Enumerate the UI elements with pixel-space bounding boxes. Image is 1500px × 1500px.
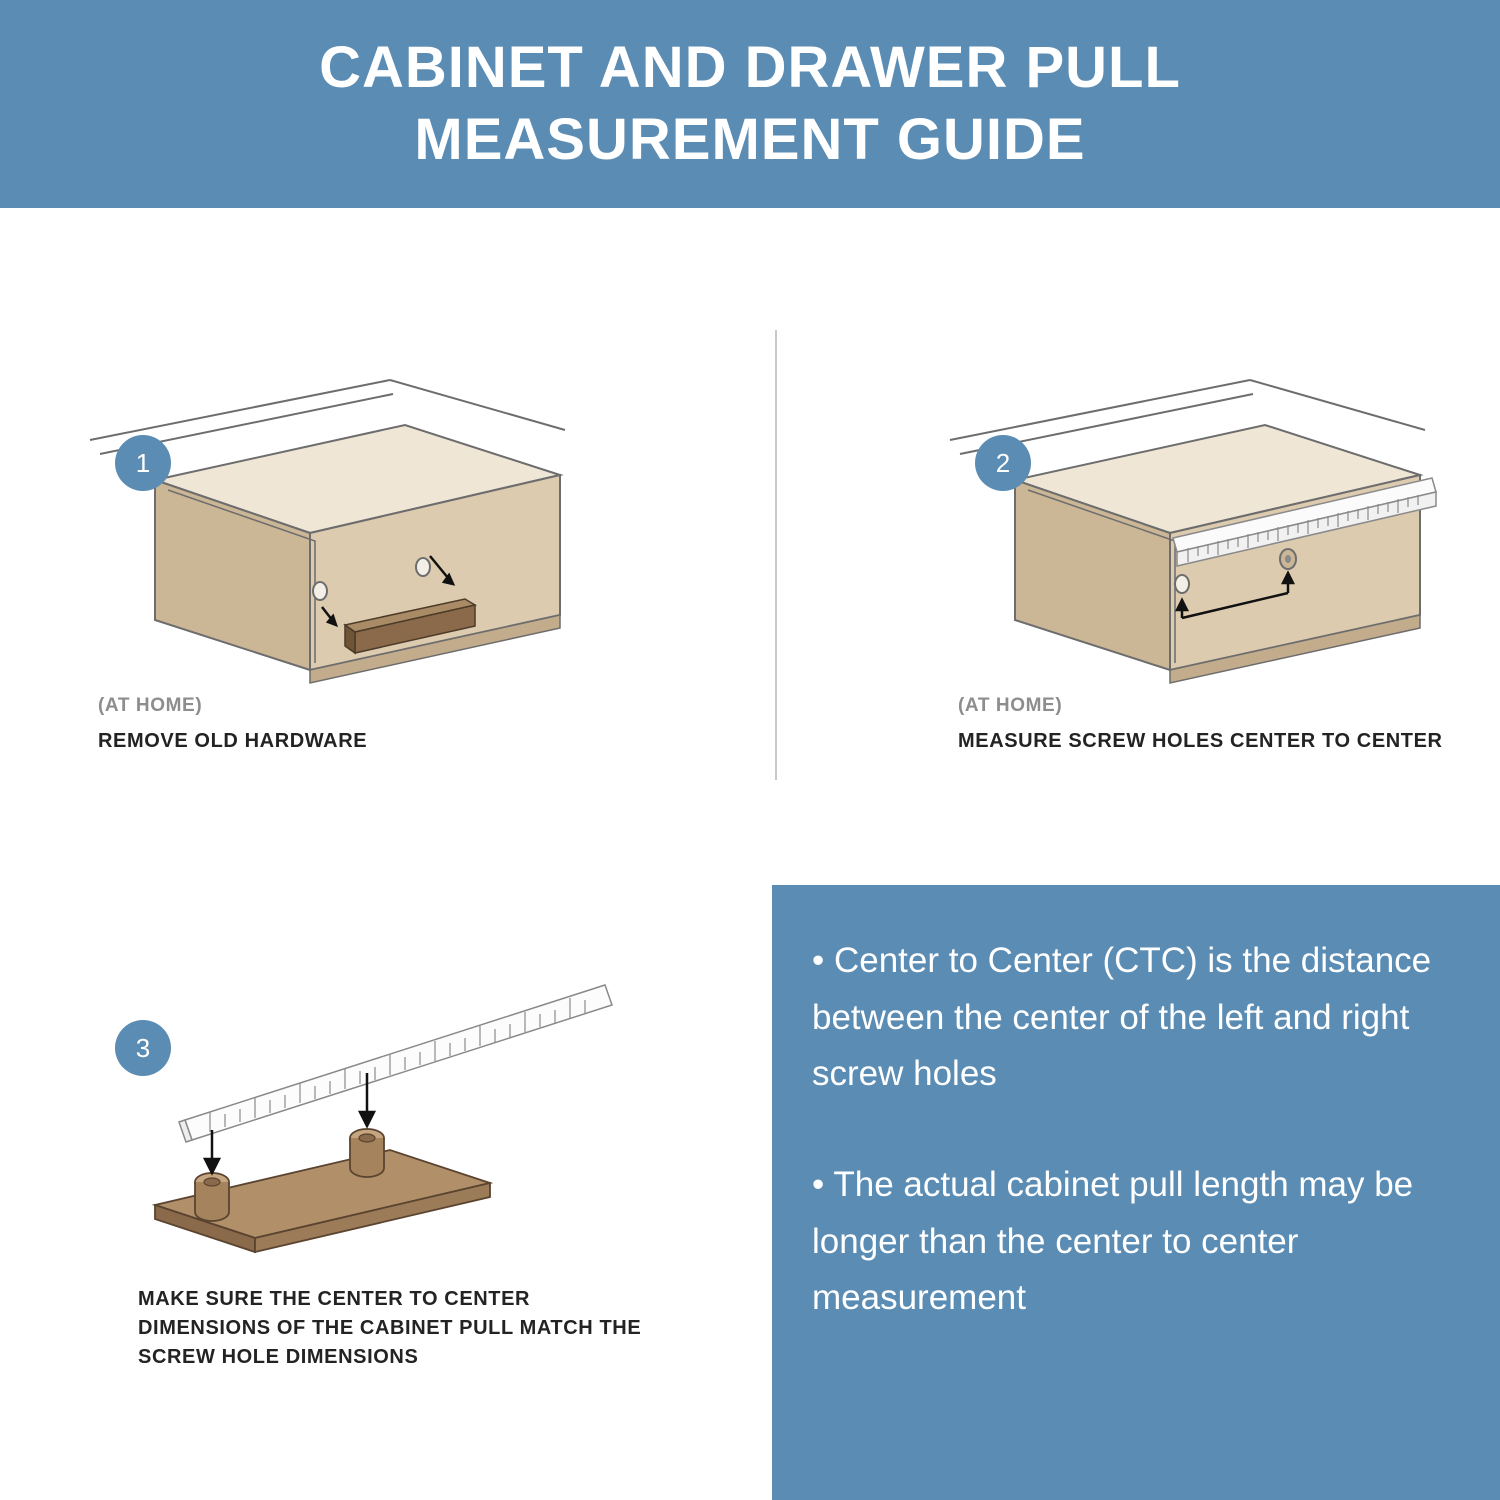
step-1-caption: REMOVE OLD HARDWARE: [98, 730, 368, 752]
header-banner: [0, 0, 1500, 208]
step-2-subcaption: (AT HOME): [958, 695, 1063, 716]
step-2-caption: MEASURE SCREW HOLES CENTER TO CENTER: [958, 730, 1443, 752]
step-1-badge: [115, 435, 171, 491]
step-3-number: 3: [135, 1032, 151, 1063]
info-box: [772, 885, 1500, 1500]
ruler: [179, 985, 612, 1142]
page-title: CABINET AND DRAWER PULL MEASUREMENT GUIDE: [319, 34, 1181, 172]
step-2-badge: [975, 435, 1031, 491]
step-2-panel: [920, 350, 1480, 790]
vertical-divider: [775, 330, 777, 780]
step-3-caption: MAKE SURE THE CENTER TO CENTER DIMENSIONS OF THE CABINET PULL MATCH THE SCREW HOLE DIMENSIONS: [138, 1288, 642, 1368]
info-bullet-2: • The actual cabinet pull length may be longer than the center to center measurement: [812, 1165, 1414, 1318]
step-3-illustration: [60, 970, 720, 1270]
pull-post-right: [350, 1129, 384, 1177]
screw-hole-right: [416, 558, 430, 576]
pull-post-left: [195, 1173, 229, 1221]
step-1-subcaption: (AT HOME): [98, 695, 203, 716]
step-3-badge: [115, 1020, 171, 1076]
step-1-panel: [60, 350, 720, 790]
step-3-panel: [60, 960, 720, 1440]
step-2-illustration: [920, 370, 1480, 710]
alignment-arrow-left: [205, 1130, 219, 1173]
screw-hole-left: [1175, 575, 1189, 593]
info-bullet-1: • Center to Center (CTC) is the distance between the center of the left and right screw holes: [812, 941, 1432, 1094]
step-1-illustration: [60, 370, 720, 710]
screw-hole-left: [313, 582, 327, 600]
step-1-number: 1: [135, 447, 151, 478]
step-2-number: 2: [995, 447, 1011, 478]
